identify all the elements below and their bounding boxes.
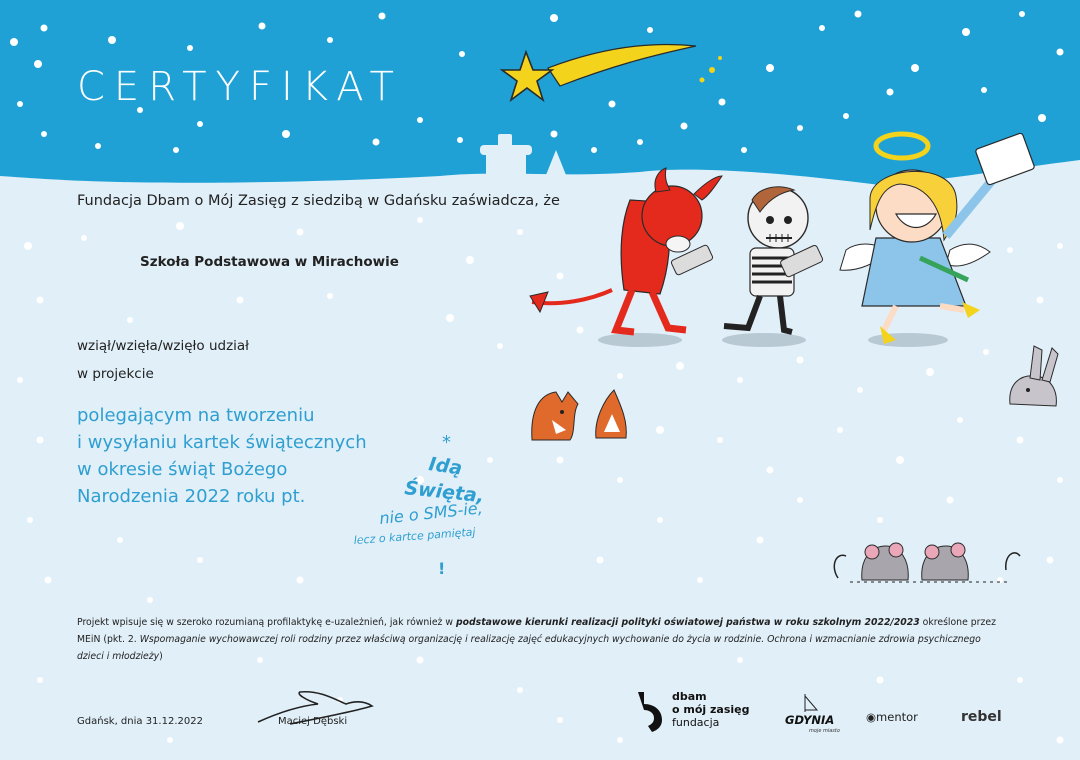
dbam-line: o mój zasięg (672, 703, 750, 716)
dbam-line: fundacja (672, 716, 720, 729)
description-line: i wysyłaniu kartek świątecznych (77, 432, 367, 453)
certificate-title: CERTYFIKAT (77, 64, 403, 110)
intro-text: Fundacja Dbam o Mój Zasięg z siedzibą w Gdańsku zaświadcza, że (77, 193, 560, 209)
description-line: w okresie świąt Bożego (77, 459, 288, 480)
place-date: Gdańsk, dnia 31.12.2022 (77, 716, 203, 727)
dbam-line: dbam (672, 690, 707, 703)
footnote-text: ) (159, 651, 163, 662)
project-description (77, 402, 367, 510)
gdynia-logo-subtext: moje miasto (809, 728, 840, 734)
mentor-logo-text: mentor (876, 710, 918, 724)
gdynia-logo-text: GDYNIA (785, 713, 835, 727)
footnote-bold: podstawowe kierunki realizacji polityki oświatowej państwa w roku szkolnym 2022/2023 (455, 617, 920, 628)
mentor-logo (866, 710, 918, 724)
dbam-logo-icon (636, 690, 664, 732)
slogan-line: nie o SMS-ie, (378, 498, 484, 528)
description-line: polegającym na tworzeniu (77, 405, 315, 426)
dbam-logo-text (672, 690, 749, 729)
footnote-text: Projekt wpisuje się w szeroko rozumianą profilaktykę e-uzależnień, jak również w (77, 617, 456, 628)
footnote-text: określone przez MEiN (pkt. 2. (77, 617, 996, 645)
school-name: Szkoła Podstawowa w Mirachowie (140, 254, 399, 270)
participation-text: wziął/wzięła/wzięło udział (77, 338, 250, 354)
gdynia-logo (783, 692, 843, 734)
slogan-line: Idą (427, 453, 464, 480)
project-slogan (350, 432, 550, 582)
footnote-italic: Wspomaganie wychowawczej roli rodziny przez właściwą organizację i realizację zajęć edukacyjnych wychowanie do życia w rodzinie. Ochrona i wzmacnianie zdrowia psychicznego dzieci i młodzieży (77, 634, 981, 662)
project-text: w projekcie (77, 366, 154, 382)
rebel-logo: rebel (961, 709, 1002, 725)
project-footnote (77, 614, 997, 665)
mentor-icon: ◉ (866, 710, 877, 724)
description-line: Narodzenia 2022 roku pt. (77, 486, 306, 507)
slogan-line: Święta, (403, 477, 486, 508)
slogan-line: lecz o kartce pamiętaj (353, 525, 476, 547)
slogan-asterisk: * (442, 432, 451, 453)
slogan-line: ! (438, 559, 446, 578)
signer-name: Maciej Dębski (278, 716, 348, 727)
